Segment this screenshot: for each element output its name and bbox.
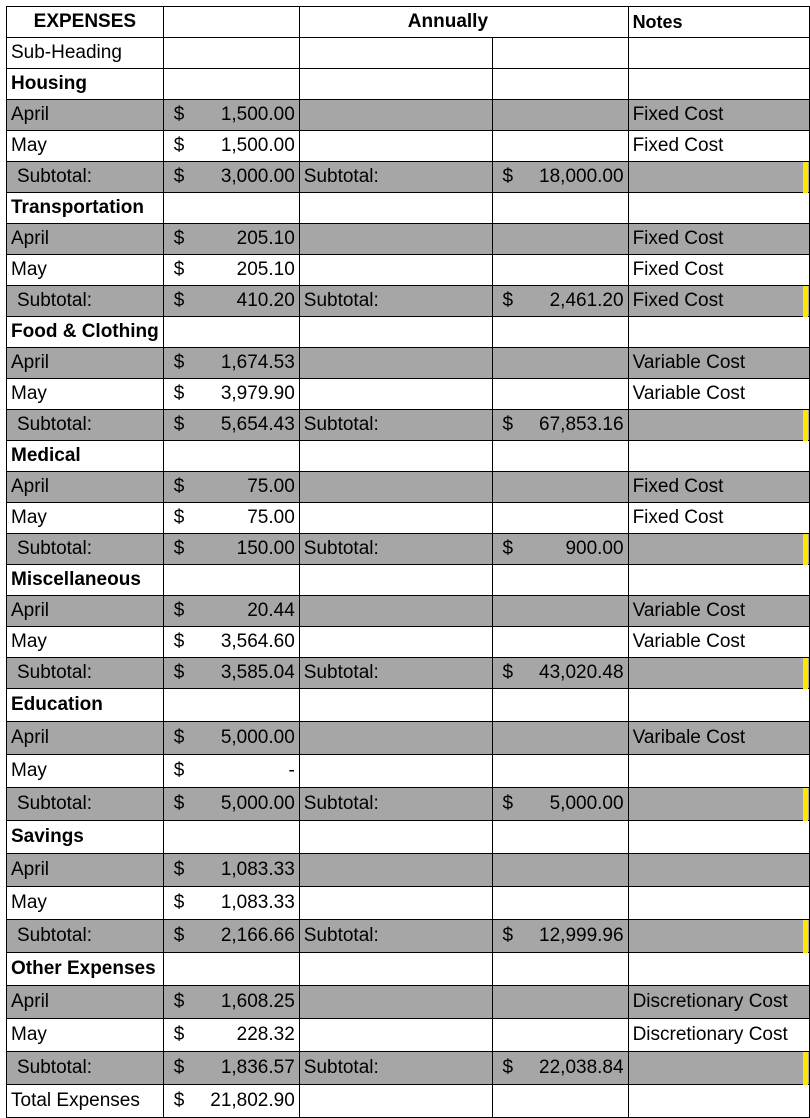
cell[interactable] (299, 193, 492, 224)
amount-cell[interactable] (163, 986, 299, 1019)
cell[interactable] (299, 755, 492, 788)
currency-symbol: $ (502, 925, 514, 946)
annual-subtotal-label[interactable]: Subtotal: (299, 788, 492, 821)
month-label[interactable]: May (7, 887, 164, 920)
month-label[interactable]: May (7, 503, 164, 534)
amount-value: 1,083.33 (220, 892, 295, 913)
amount-value: 75.00 (247, 476, 295, 497)
currency-symbol: $ (173, 228, 185, 249)
cell[interactable] (492, 887, 628, 920)
amount-value: 67,853.16 (539, 414, 624, 435)
subtotal-row (7, 286, 810, 317)
amount-value: 1,083.33 (220, 859, 295, 880)
annually-header[interactable]: Annually (299, 7, 492, 38)
cell[interactable] (628, 1085, 809, 1118)
note-cell[interactable] (628, 1052, 809, 1085)
subtotal-edge-marker (803, 788, 808, 821)
note-cell[interactable]: Varibale Cost (628, 722, 809, 755)
month-row-april (7, 854, 810, 887)
header-blank-cell[interactable] (163, 7, 299, 38)
cell[interactable] (628, 565, 809, 596)
note-cell[interactable] (628, 887, 809, 920)
subtotal-label[interactable]: Subtotal: (7, 658, 164, 689)
currency-symbol: $ (502, 414, 514, 435)
currency-symbol: $ (502, 1057, 514, 1078)
cell[interactable] (299, 596, 492, 627)
category-row (7, 317, 810, 348)
amount-cell[interactable] (492, 788, 628, 821)
subtotal-row (7, 788, 810, 821)
note-cell[interactable]: Fixed Cost (628, 286, 809, 317)
amount-cell[interactable] (163, 1019, 299, 1052)
month-label[interactable]: April (7, 596, 164, 627)
amount-cell[interactable] (163, 854, 299, 887)
cell[interactable] (299, 627, 492, 658)
cell[interactable] (492, 986, 628, 1019)
amount-value: 1,500.00 (220, 135, 295, 156)
note-cell[interactable] (628, 788, 809, 821)
cell[interactable] (628, 38, 809, 69)
amount-value: 2,166.66 (220, 925, 295, 946)
category-row (7, 953, 810, 986)
cell[interactable] (492, 472, 628, 503)
cell[interactable] (299, 441, 492, 472)
amount-cell[interactable] (163, 627, 299, 658)
subtotal-label[interactable]: Subtotal: (7, 1052, 164, 1085)
expenses-sheet (6, 6, 810, 1118)
annual-subtotal-label[interactable]: Subtotal: (299, 534, 492, 565)
amount-cell[interactable] (163, 1052, 299, 1085)
currency-symbol: $ (502, 662, 514, 683)
amount-value: 43,020.48 (539, 662, 624, 683)
currency-symbol: $ (173, 538, 185, 559)
annual-subtotal-label[interactable]: Subtotal: (299, 1052, 492, 1085)
amount-value: 410.20 (236, 290, 295, 311)
amount-value: 900.00 (565, 538, 624, 559)
cell[interactable] (299, 348, 492, 379)
note-cell[interactable]: Fixed Cost (628, 472, 809, 503)
subtotal-row (7, 410, 810, 441)
currency-symbol: $ (502, 166, 514, 187)
note-cell[interactable] (628, 162, 809, 193)
currency-symbol: $ (173, 631, 185, 652)
currency-symbol: $ (173, 507, 185, 528)
category-row (7, 565, 810, 596)
cell[interactable] (492, 565, 628, 596)
amount-value: 5,000.00 (220, 793, 295, 814)
currency-symbol: $ (502, 793, 514, 814)
amount-value: 18,000.00 (539, 166, 624, 187)
cell[interactable] (299, 986, 492, 1019)
cell[interactable] (492, 100, 628, 131)
subtotal-label[interactable]: Subtotal: (7, 788, 164, 821)
amount-cell[interactable] (492, 286, 628, 317)
amount-cell[interactable] (163, 755, 299, 788)
cell[interactable] (492, 69, 628, 100)
amount-value: 1,608.25 (220, 991, 295, 1012)
currency-symbol: $ (173, 892, 185, 913)
category-row (7, 69, 810, 100)
amount-value: 20.44 (247, 600, 295, 621)
category-name[interactable]: Transportation (7, 193, 164, 224)
cell[interactable] (628, 317, 809, 348)
month-label[interactable]: April (7, 986, 164, 1019)
cell[interactable] (299, 131, 492, 162)
amount-cell[interactable] (163, 100, 299, 131)
amount-value: 75.00 (247, 507, 295, 528)
amount-cell[interactable] (492, 920, 628, 953)
month-row-may (7, 755, 810, 788)
cell[interactable] (299, 821, 492, 854)
notes-header[interactable]: Notes (628, 7, 809, 38)
amount-cell[interactable] (163, 224, 299, 255)
month-row-april (7, 596, 810, 627)
amount-value: 5,000.00 (549, 793, 624, 814)
subtotal-edge-marker (803, 658, 808, 689)
cell[interactable] (163, 689, 299, 722)
category-name[interactable]: Housing (7, 69, 164, 100)
subtotal-edge-marker (803, 162, 808, 193)
cell[interactable] (628, 441, 809, 472)
amount-value: 5,000.00 (220, 727, 295, 748)
category-name[interactable]: Other Expenses (7, 953, 164, 986)
month-label[interactable]: May (7, 131, 164, 162)
cell[interactable] (163, 821, 299, 854)
cell[interactable] (299, 953, 492, 986)
currency-symbol: $ (173, 1024, 185, 1045)
total-row (7, 1085, 810, 1118)
subtotal-label[interactable]: Subtotal: (7, 410, 164, 441)
cell[interactable] (492, 854, 628, 887)
cell[interactable] (492, 441, 628, 472)
category-name[interactable]: Miscellaneous (7, 565, 164, 596)
annual-subtotal-label[interactable]: Subtotal: (299, 920, 492, 953)
annual-subtotal-label[interactable]: Subtotal: (299, 658, 492, 689)
currency-symbol: $ (173, 793, 185, 814)
currency-symbol: $ (173, 104, 185, 125)
amount-value: 1,500.00 (220, 104, 295, 125)
currency-symbol: $ (173, 135, 185, 156)
cell[interactable] (628, 821, 809, 854)
cell[interactable] (492, 255, 628, 286)
annual-subtotal-label[interactable]: Subtotal: (299, 286, 492, 317)
note-cell[interactable]: Variable Cost (628, 379, 809, 410)
amount-value: 3,585.04 (220, 662, 295, 683)
amount-cell[interactable] (163, 348, 299, 379)
cell[interactable] (492, 224, 628, 255)
amount-cell[interactable] (163, 503, 299, 534)
subheading-cell[interactable]: Sub-Heading (7, 38, 164, 69)
currency-symbol: $ (173, 259, 185, 280)
cell[interactable] (492, 317, 628, 348)
cell[interactable] (628, 953, 809, 986)
cell[interactable] (299, 224, 492, 255)
amount-value: 22,038.84 (539, 1057, 624, 1078)
cell[interactable] (299, 317, 492, 348)
cell[interactable] (492, 38, 628, 69)
category-row (7, 689, 810, 722)
cell[interactable] (299, 1019, 492, 1052)
amount-cell[interactable] (492, 534, 628, 565)
subheading-row (7, 38, 810, 69)
amount-cell[interactable] (163, 255, 299, 286)
amount-cell[interactable] (492, 410, 628, 441)
note-cell[interactable]: Fixed Cost (628, 503, 809, 534)
currency-symbol: $ (502, 290, 514, 311)
amount-value: 205.10 (236, 259, 295, 280)
category-row (7, 193, 810, 224)
note-cell[interactable]: Fixed Cost (628, 100, 809, 131)
amount-cell[interactable] (163, 162, 299, 193)
month-row-may (7, 255, 810, 286)
month-row-may (7, 887, 810, 920)
cell[interactable] (492, 131, 628, 162)
amount-cell[interactable] (163, 379, 299, 410)
cell[interactable] (299, 100, 492, 131)
cell[interactable] (299, 565, 492, 596)
currency-symbol: $ (173, 925, 185, 946)
cell[interactable] (163, 193, 299, 224)
cell[interactable] (492, 1019, 628, 1052)
currency-symbol: $ (502, 538, 514, 559)
cell[interactable] (299, 255, 492, 286)
cell[interactable] (163, 953, 299, 986)
amount-value: 228.32 (236, 1024, 295, 1045)
subtotal-row (7, 162, 810, 193)
note-cell[interactable] (628, 658, 809, 689)
subtotal-edge-marker (803, 534, 808, 565)
note-cell[interactable]: Variable Cost (628, 596, 809, 627)
amount-value: 150.00 (236, 538, 295, 559)
cell[interactable] (492, 953, 628, 986)
note-cell[interactable]: Variable Cost (628, 627, 809, 658)
month-row-may (7, 379, 810, 410)
cell[interactable] (163, 441, 299, 472)
amount-cell[interactable] (163, 722, 299, 755)
cell[interactable] (628, 689, 809, 722)
month-label[interactable]: May (7, 755, 164, 788)
month-row-may (7, 131, 810, 162)
subtotal-edge-marker (803, 286, 808, 317)
cell[interactable] (492, 821, 628, 854)
subtotal-row (7, 534, 810, 565)
amount-value: 2,461.20 (549, 290, 624, 311)
cell[interactable] (163, 317, 299, 348)
currency-symbol: $ (173, 991, 185, 1012)
currency-symbol: $ (173, 662, 185, 683)
amount-value: 1,836.57 (220, 1057, 295, 1078)
amount-cell[interactable] (163, 596, 299, 627)
cell[interactable] (628, 69, 809, 100)
currency-symbol: $ (173, 290, 185, 311)
month-label[interactable]: May (7, 1019, 164, 1052)
header-row (7, 7, 810, 38)
category-row (7, 821, 810, 854)
annual-subtotal-label[interactable]: Subtotal: (299, 162, 492, 193)
amount-value: 205.10 (236, 228, 295, 249)
cell[interactable] (163, 565, 299, 596)
month-label[interactable]: April (7, 224, 164, 255)
cell[interactable] (492, 596, 628, 627)
currency-symbol: $ (173, 600, 185, 621)
amount-value: - (288, 760, 295, 781)
cell[interactable] (492, 722, 628, 755)
cell[interactable] (163, 38, 299, 69)
currency-symbol: $ (173, 352, 185, 373)
cell[interactable] (492, 627, 628, 658)
cell[interactable] (492, 503, 628, 534)
currency-symbol: $ (173, 1057, 185, 1078)
subtotal-edge-marker (803, 1052, 808, 1085)
currency-symbol: $ (173, 1090, 185, 1111)
amount-cell[interactable] (492, 162, 628, 193)
currency-symbol: $ (173, 383, 185, 404)
note-cell[interactable]: Discretionary Cost (628, 986, 809, 1019)
amount-cell[interactable] (163, 1085, 299, 1118)
amount-value: 3,000.00 (220, 166, 295, 187)
currency-symbol: $ (173, 760, 185, 781)
month-row-april (7, 472, 810, 503)
subtotal-label[interactable]: Subtotal: (7, 534, 164, 565)
cell[interactable] (299, 472, 492, 503)
cell[interactable] (299, 69, 492, 100)
annual-subtotal-label[interactable]: Subtotal: (299, 410, 492, 441)
amount-value: 3,564.60 (220, 631, 295, 652)
amount-cell[interactable] (163, 887, 299, 920)
amount-cell[interactable] (163, 131, 299, 162)
amount-value: 21,802.90 (210, 1090, 295, 1111)
amount-cell[interactable] (163, 410, 299, 441)
category-name[interactable]: Savings (7, 821, 164, 854)
note-cell[interactable]: Fixed Cost (628, 255, 809, 286)
cell[interactable] (628, 193, 809, 224)
header-blank-cell[interactable] (492, 7, 628, 38)
subtotal-label[interactable]: Subtotal: (7, 162, 164, 193)
currency-symbol: $ (173, 727, 185, 748)
subtotal-edge-marker (803, 410, 808, 441)
amount-cell[interactable] (163, 920, 299, 953)
cell[interactable] (163, 69, 299, 100)
month-label[interactable]: May (7, 627, 164, 658)
note-cell[interactable] (628, 755, 809, 788)
cell[interactable] (492, 348, 628, 379)
cell[interactable] (299, 722, 492, 755)
amount-cell[interactable] (163, 788, 299, 821)
cell[interactable] (299, 1085, 492, 1118)
month-row-may (7, 627, 810, 658)
month-row-april (7, 348, 810, 379)
subtotal-row (7, 1052, 810, 1085)
month-row-may (7, 503, 810, 534)
cell[interactable] (492, 689, 628, 722)
category-name[interactable]: Food & Clothing (7, 317, 164, 348)
month-label[interactable]: April (7, 348, 164, 379)
month-row-april (7, 986, 810, 1019)
expenses-header[interactable]: EXPENSES (7, 7, 164, 38)
subtotal-edge-marker (803, 920, 808, 953)
note-cell[interactable] (628, 410, 809, 441)
amount-cell[interactable] (163, 658, 299, 689)
category-name[interactable]: Education (7, 689, 164, 722)
cell[interactable] (492, 193, 628, 224)
month-label[interactable]: April (7, 854, 164, 887)
cell[interactable] (492, 379, 628, 410)
month-row-april (7, 722, 810, 755)
cell[interactable] (299, 38, 492, 69)
note-cell[interactable]: Fixed Cost (628, 224, 809, 255)
category-name[interactable]: Medical (7, 441, 164, 472)
currency-symbol: $ (173, 166, 185, 187)
cell[interactable] (299, 503, 492, 534)
cell[interactable] (492, 755, 628, 788)
month-label[interactable]: May (7, 379, 164, 410)
subtotal-row (7, 920, 810, 953)
month-label[interactable]: April (7, 722, 164, 755)
currency-symbol: $ (173, 476, 185, 497)
amount-value: 12,999.96 (539, 925, 624, 946)
amount-cell[interactable] (163, 472, 299, 503)
month-label[interactable]: April (7, 472, 164, 503)
cell[interactable] (299, 854, 492, 887)
note-cell[interactable] (628, 854, 809, 887)
subtotal-label[interactable]: Subtotal: (7, 920, 164, 953)
amount-value: 1,674.53 (220, 352, 295, 373)
amount-cell[interactable] (492, 658, 628, 689)
month-row-april (7, 224, 810, 255)
subtotal-row (7, 658, 810, 689)
amount-cell[interactable] (163, 286, 299, 317)
currency-symbol: $ (173, 859, 185, 880)
subtotal-label[interactable]: Subtotal: (7, 286, 164, 317)
note-cell[interactable]: Variable Cost (628, 348, 809, 379)
cell[interactable] (299, 887, 492, 920)
note-cell[interactable] (628, 920, 809, 953)
month-row-may (7, 1019, 810, 1052)
cell[interactable] (299, 689, 492, 722)
note-cell[interactable]: Fixed Cost (628, 131, 809, 162)
total-label[interactable]: Total Expenses (7, 1085, 164, 1118)
cell[interactable] (299, 379, 492, 410)
amount-cell[interactable] (163, 534, 299, 565)
cell[interactable] (492, 1085, 628, 1118)
amount-value: 5,654.43 (220, 414, 295, 435)
month-row-april (7, 100, 810, 131)
category-row (7, 441, 810, 472)
month-label[interactable]: April (7, 100, 164, 131)
note-cell[interactable] (628, 534, 809, 565)
amount-value: 3,979.90 (220, 383, 295, 404)
amount-cell[interactable] (492, 1052, 628, 1085)
month-label[interactable]: May (7, 255, 164, 286)
currency-symbol: $ (173, 414, 185, 435)
note-cell[interactable]: Discretionary Cost (628, 1019, 809, 1052)
